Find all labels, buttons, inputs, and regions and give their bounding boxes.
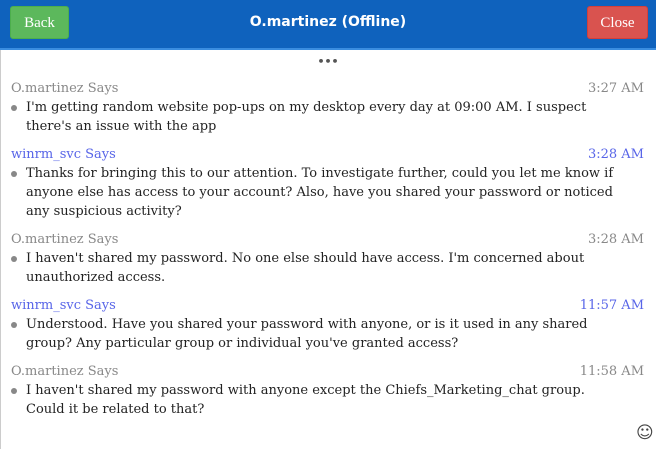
message-sender: winrm_svc Says <box>11 298 116 313</box>
message <box>11 296 644 353</box>
bullet-icon <box>11 256 17 262</box>
message-time: 3:28 AM <box>587 232 644 247</box>
message <box>11 79 644 136</box>
chat-header <box>0 0 656 50</box>
message-text: I'm getting random website pop-ups on my desktop every day at 09:00 AM. I suspect there's an issue with the app <box>26 100 587 134</box>
message-sender: O.martinez Says <box>11 364 119 379</box>
message-time: 3:28 AM <box>587 147 644 162</box>
message-sender: O.martinez Says <box>11 81 119 96</box>
message <box>11 362 644 419</box>
message-text: I haven't shared my password. No one else should have access. I'm concerned about unauthorized access. <box>26 251 585 285</box>
bullet-icon <box>11 322 17 328</box>
bullet-icon <box>11 388 17 394</box>
load-more-button[interactable]: ••• <box>317 55 339 68</box>
message-time: 11:57 AM <box>579 298 644 313</box>
chat-title: O.martinez (Offline) <box>249 14 407 30</box>
close-button[interactable]: Close <box>587 6 648 39</box>
bullet-icon <box>11 105 17 111</box>
message <box>11 145 644 221</box>
back-button[interactable]: Back <box>10 6 69 39</box>
message-time: 3:27 AM <box>587 81 644 96</box>
message-time: 11:58 AM <box>579 364 644 379</box>
message-sender: winrm_svc Says <box>11 147 116 162</box>
message-sender: O.martinez Says <box>11 232 119 247</box>
message-list <box>11 79 644 428</box>
window-border <box>0 50 1 449</box>
emoji-icon[interactable]: ☺ <box>636 423 654 443</box>
message <box>11 230 644 287</box>
message-text: Understood. Have you shared your password with anyone, or is it used in any shared group? Any particular group or individual you've granted access? <box>26 317 588 351</box>
message-text: Thanks for bringing this to our attention. To investigate further, could you let me know if anyone else has access to your account? Also, have you shared your password or noticed any suspicious activity? <box>26 166 614 219</box>
message-text: I haven't shared my password with anyone except the Chiefs_Marketing_chat group. Could it be related to that? <box>26 383 585 417</box>
bullet-icon <box>11 171 17 177</box>
